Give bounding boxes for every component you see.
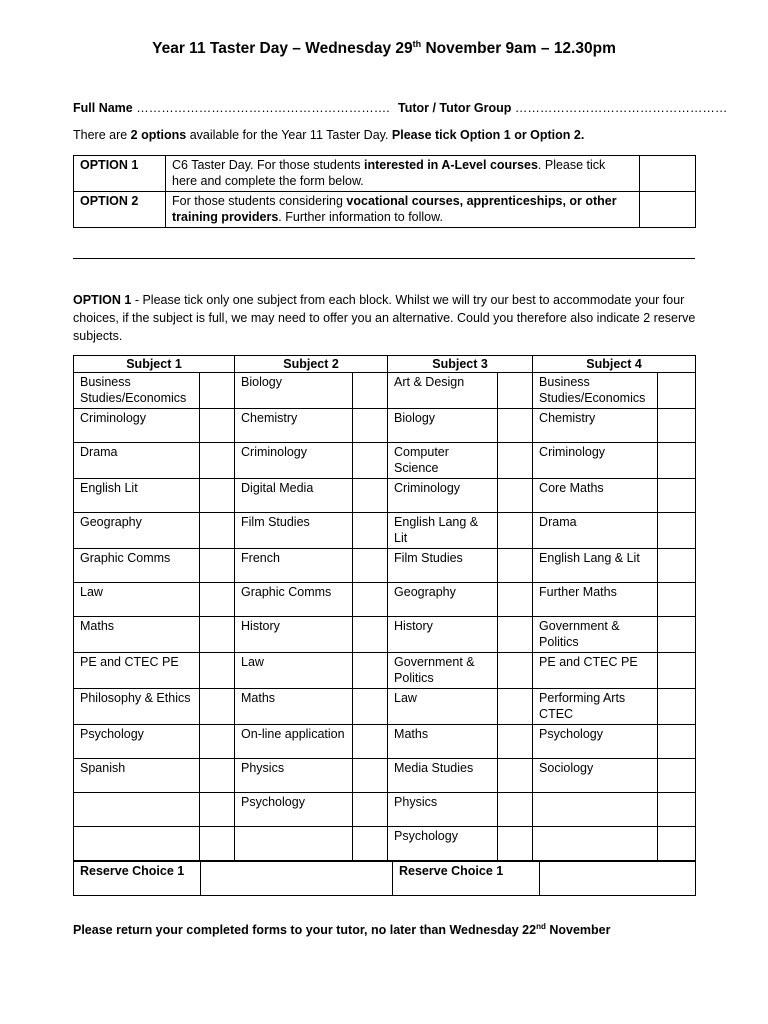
subject-1-header: Subject 1: [74, 356, 235, 373]
subject-1-tick-box[interactable]: [200, 443, 235, 479]
subject-1-name: English Lit: [74, 479, 200, 513]
subject-1-tick-box[interactable]: [200, 513, 235, 549]
subject-1-name: Criminology: [74, 409, 200, 443]
options-table: [73, 155, 696, 228]
subject-3-name: Maths: [388, 725, 498, 759]
subject-4-tick-box[interactable]: [658, 827, 696, 861]
subject-1-tick-box[interactable]: [200, 409, 235, 443]
subject-3-tick-box[interactable]: [498, 689, 533, 725]
subject-header-row: [74, 356, 696, 373]
subject-3-tick-box[interactable]: [498, 827, 533, 861]
subject-1-tick-box[interactable]: [200, 373, 235, 409]
subject-2-name: Criminology: [235, 443, 353, 479]
subject-3-tick-box[interactable]: [498, 653, 533, 689]
tutor-group-field[interactable]: [398, 101, 727, 115]
option-2-tick-box[interactable]: [640, 192, 696, 228]
subject-row: [74, 513, 696, 549]
reserve-choice-2-input[interactable]: [540, 862, 696, 896]
subject-4-tick-box[interactable]: [658, 373, 696, 409]
subject-4-name: Further Maths: [533, 583, 658, 617]
reserve-choice-label: Reserve Choice 1: [393, 862, 540, 896]
subject-row: [74, 617, 696, 653]
subject-3-name: History: [388, 617, 498, 653]
subject-2-tick-box[interactable]: [353, 479, 388, 513]
subject-3-name: Film Studies: [388, 549, 498, 583]
subject-1-tick-box[interactable]: [200, 549, 235, 583]
subject-2-tick-box[interactable]: [353, 725, 388, 759]
subject-2-tick-box[interactable]: [353, 549, 388, 583]
subject-3-tick-box[interactable]: [498, 409, 533, 443]
full-name-label: Full Name: [73, 101, 133, 115]
subject-3-tick-box[interactable]: [498, 443, 533, 479]
subject-3-name: Psychology: [388, 827, 498, 861]
subject-4-tick-box[interactable]: [658, 549, 696, 583]
option-description: C6 Taster Day. For those students interested in A-Level courses. Please tick here and complete the form below.: [166, 156, 640, 192]
subject-1-tick-box[interactable]: [200, 759, 235, 793]
subject-3-tick-box[interactable]: [498, 617, 533, 653]
subject-3-name: Geography: [388, 583, 498, 617]
subject-1-name: [74, 827, 200, 861]
subject-3-tick-box[interactable]: [498, 373, 533, 409]
subject-2-name: [235, 827, 353, 861]
subject-4-header: Subject 4: [533, 356, 696, 373]
subject-3-name: Computer Science: [388, 443, 498, 479]
option-label: OPTION 1: [74, 156, 166, 192]
subject-2-tick-box[interactable]: [353, 793, 388, 827]
subject-3-tick-box[interactable]: [498, 793, 533, 827]
subject-4-tick-box[interactable]: [658, 653, 696, 689]
subject-4-tick-box[interactable]: [658, 725, 696, 759]
subject-3-tick-box[interactable]: [498, 759, 533, 793]
subject-2-name: Graphic Comms: [235, 583, 353, 617]
subject-row: [74, 689, 696, 725]
subject-1-name: Graphic Comms: [74, 549, 200, 583]
subject-2-name: Physics: [235, 759, 353, 793]
subject-1-name: Law: [74, 583, 200, 617]
subject-1-name: PE and CTEC PE: [74, 653, 200, 689]
reserve-choice-label: Reserve Choice 1: [74, 862, 201, 896]
subject-4-name: Sociology: [533, 759, 658, 793]
subject-1-tick-box[interactable]: [200, 725, 235, 759]
subject-4-name: Performing Arts CTEC: [533, 689, 658, 725]
subject-row: [74, 373, 696, 409]
title-text: Year 11 Taster Day – Wednesday 29: [152, 40, 413, 57]
subject-3-tick-box[interactable]: [498, 479, 533, 513]
subject-1-tick-box[interactable]: [200, 689, 235, 725]
subject-2-tick-box[interactable]: [353, 373, 388, 409]
subject-4-tick-box[interactable]: [658, 617, 696, 653]
subject-2-tick-box[interactable]: [353, 583, 388, 617]
subject-2-tick-box[interactable]: [353, 689, 388, 725]
subject-1-name: Drama: [74, 443, 200, 479]
subject-row: [74, 793, 696, 827]
subject-2-name: Psychology: [235, 793, 353, 827]
subject-4-name: English Lang & Lit: [533, 549, 658, 583]
subject-4-name: Chemistry: [533, 409, 658, 443]
option-row: [74, 156, 696, 192]
subject-4-tick-box[interactable]: [658, 479, 696, 513]
subject-row: [74, 653, 696, 689]
subject-4-tick-box[interactable]: [658, 689, 696, 725]
reserve-choices-table: [73, 861, 696, 896]
title-superscript: th: [412, 38, 422, 49]
subject-4-tick-box[interactable]: [658, 793, 696, 827]
subject-2-tick-box[interactable]: [353, 827, 388, 861]
subject-row: [74, 549, 696, 583]
subject-4-tick-box[interactable]: [658, 513, 696, 549]
subject-4-name: Criminology: [533, 443, 658, 479]
subject-1-tick-box[interactable]: [200, 653, 235, 689]
subject-3-name: English Lang & Lit: [388, 513, 498, 549]
subject-4-tick-box[interactable]: [658, 583, 696, 617]
tutor-group-blank[interactable]: ……………………………………………: [511, 101, 728, 115]
subject-3-tick-box[interactable]: [498, 549, 533, 583]
subject-4-name: [533, 827, 658, 861]
return-instructions: Please return your completed forms to your tutor, no later than Wednesday 22nd November: [73, 921, 611, 937]
subject-2-header: Subject 2: [235, 356, 388, 373]
subject-1-tick-box[interactable]: [200, 617, 235, 653]
subject-3-tick-box[interactable]: [498, 513, 533, 549]
subject-2-tick-box[interactable]: [353, 443, 388, 479]
subject-row: [74, 759, 696, 793]
subject-row: [74, 409, 696, 443]
subject-1-name: Business Studies/Economics: [74, 373, 200, 409]
subject-1-name: Psychology: [74, 725, 200, 759]
intro-text: There are 2 options available for the Year 11 Taster Day. Please tick Option 1 or Option 2.: [73, 128, 585, 142]
subject-3-tick-box[interactable]: [498, 725, 533, 759]
divider: [73, 258, 695, 259]
subject-4-name: Core Maths: [533, 479, 658, 513]
subject-4-name: Psychology: [533, 725, 658, 759]
subject-2-tick-box[interactable]: [353, 759, 388, 793]
subject-1-name: Maths: [74, 617, 200, 653]
subject-4-tick-box[interactable]: [658, 409, 696, 443]
subject-2-name: Maths: [235, 689, 353, 725]
subject-row: [74, 583, 696, 617]
subject-1-name: Geography: [74, 513, 200, 549]
subject-2-tick-box[interactable]: [353, 513, 388, 549]
subject-4-tick-box[interactable]: [658, 759, 696, 793]
subject-2-name: On-line application: [235, 725, 353, 759]
option-1-tick-box[interactable]: [640, 156, 696, 192]
subject-2-name: History: [235, 617, 353, 653]
subject-2-tick-box[interactable]: [353, 653, 388, 689]
subject-2-name: Digital Media: [235, 479, 353, 513]
subject-2-name: French: [235, 549, 353, 583]
subject-3-name: Media Studies: [388, 759, 498, 793]
subject-4-name: Government & Politics: [533, 617, 658, 653]
subject-3-tick-box[interactable]: [498, 583, 533, 617]
subject-1-tick-box[interactable]: [200, 793, 235, 827]
subject-3-name: Physics: [388, 793, 498, 827]
subject-4-name: Drama: [533, 513, 658, 549]
subject-3-name: Criminology: [388, 479, 498, 513]
subject-row: [74, 479, 696, 513]
subject-3-name: Art & Design: [388, 373, 498, 409]
subject-row: [74, 827, 696, 861]
subject-4-name: [533, 793, 658, 827]
subject-2-tick-box[interactable]: [353, 617, 388, 653]
subject-1-tick-box[interactable]: [200, 827, 235, 861]
option-description: For those students considering vocational courses, apprenticeships, or other training providers. Further information to follow.: [166, 192, 640, 228]
subject-3-name: Biology: [388, 409, 498, 443]
subject-1-name: [74, 793, 200, 827]
subject-2-name: Film Studies: [235, 513, 353, 549]
reserve-choice-1-input[interactable]: [201, 862, 393, 896]
subject-3-name: Government & Politics: [388, 653, 498, 689]
subject-1-name: Spanish: [74, 759, 200, 793]
full-name-field[interactable]: [73, 101, 390, 115]
subject-4-name: Business Studies/Economics: [533, 373, 658, 409]
tutor-group-label: Tutor / Tutor Group: [398, 101, 512, 115]
subject-2-name: Law: [235, 653, 353, 689]
subject-row: [74, 725, 696, 759]
subject-row: [74, 443, 696, 479]
subject-1-tick-box[interactable]: [200, 479, 235, 513]
subject-2-tick-box[interactable]: [353, 409, 388, 443]
reserve-row: [74, 862, 696, 896]
option1-instructions: OPTION 1 - Please tick only one subject from each block. Whilst we will try our best to accommodate your four choices, if the subject is full, we may need to offer you an alternative. Could you therefore also indicate 2 reserve subjects.: [73, 293, 696, 343]
option-label: OPTION 2: [74, 192, 166, 228]
subject-4-tick-box[interactable]: [658, 443, 696, 479]
title-text-end: November 9am – 12.30pm: [421, 40, 616, 57]
option-row: [74, 192, 696, 228]
subject-2-name: Chemistry: [235, 409, 353, 443]
subject-1-tick-box[interactable]: [200, 583, 235, 617]
full-name-blank[interactable]: …………………………………………………….: [132, 101, 390, 115]
subject-1-name: Philosophy & Ethics: [74, 689, 200, 725]
subject-choice-table: [73, 355, 696, 861]
subject-2-name: Biology: [235, 373, 353, 409]
page-title: [0, 40, 768, 58]
subject-3-header: Subject 3: [388, 356, 533, 373]
subject-3-name: Law: [388, 689, 498, 725]
subject-4-name: PE and CTEC PE: [533, 653, 658, 689]
